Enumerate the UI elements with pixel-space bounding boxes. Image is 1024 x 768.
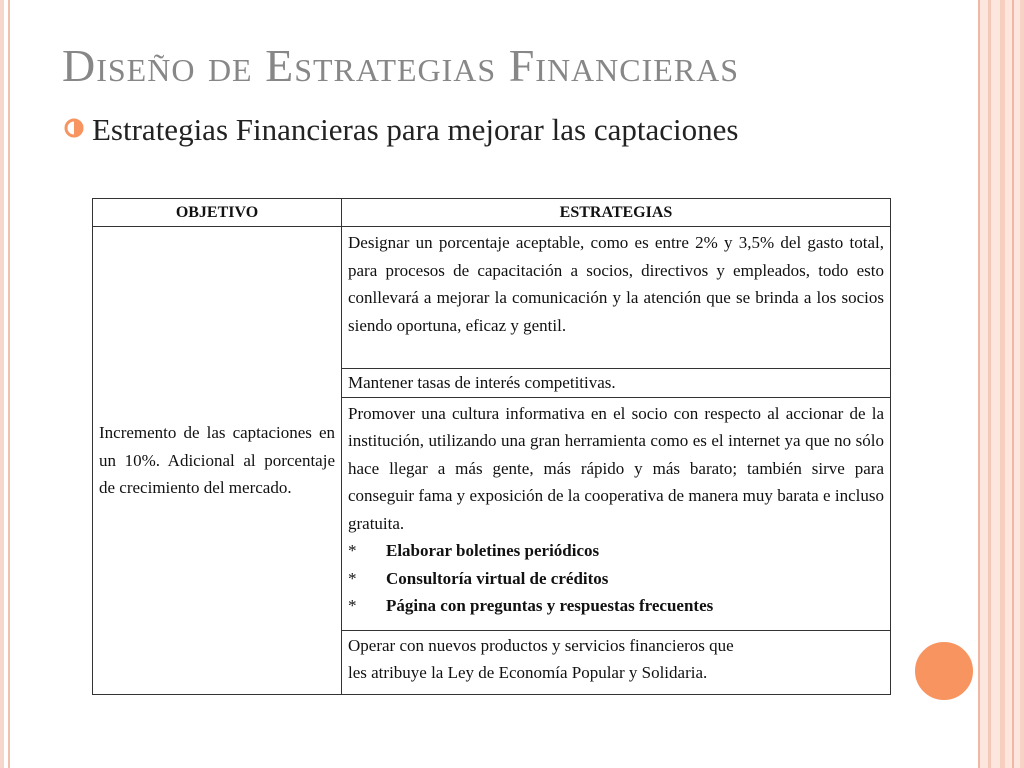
strategy-text: Promover una cultura informativa en el socio con respecto al accionar de la institución, utilizando una gran herramienta como es el internet ya que no sólo hace llegar a más gente, más rápido y más barato; también sirve para conseguir fama y exposición de la cooperativa de manera muy barata e incluso gratuita. [348, 403, 884, 533]
strategy-text: Designar un porcentaje aceptable, como es entre 2% y 3,5% del gasto total, para procesos de capacitación a socios, directivos y empleados, todo esto conllevará a mejorar la comunicación y la atención que se brinda a los socios siendo oportuna, eficaz y gentil. [348, 233, 884, 335]
header-estrategias: ESTRATEGIAS [342, 199, 891, 227]
asterisk-marker: * [348, 568, 357, 588]
left-border-strip [0, 0, 4, 768]
strategy-cell [342, 630, 891, 694]
list-item-text: Elaborar boletines periódicos [386, 541, 600, 560]
right-border-line [1000, 0, 1005, 768]
sub-strategy-list [348, 537, 884, 620]
asterisk-marker: * [348, 596, 357, 615]
asterisk-marker: * [348, 541, 357, 560]
strategy-cell [342, 227, 891, 369]
left-border-line [8, 0, 10, 768]
decorative-circle [913, 640, 975, 702]
strategies-table [92, 198, 891, 695]
list-item-text: Consultoría virtual de créditos [386, 568, 609, 588]
strategy-text-line: Operar con nuevos productos y servicios financieros que [348, 635, 734, 655]
list-item [348, 537, 884, 565]
strategy-text: Mantener tasas de interés competitivas. [348, 373, 616, 392]
strategy-cell [342, 397, 891, 630]
table-row [93, 227, 891, 369]
right-border-line [1012, 0, 1014, 768]
strategy-text-line: les atribuye la Ley de Economía Popular y Solidaria. [348, 662, 708, 682]
right-border-line [988, 0, 991, 768]
table-header-row [93, 199, 891, 227]
right-border-line [1020, 0, 1024, 768]
objective-cell: Incremento de las captaciones en un 10%. Adicional al porcentaje de crecimiento del mercado. [93, 227, 342, 695]
list-item [348, 592, 884, 620]
slide-title: Diseño de Estrategias Financieras [62, 40, 740, 91]
list-item-text: Página con preguntas y respuestas frecuentes [386, 596, 714, 615]
header-objetivo: OBJETIVO [93, 199, 342, 227]
bullet-icon [64, 118, 84, 138]
slide-subtitle: Estrategias Financieras para mejorar las captaciones [92, 112, 739, 147]
right-border-line [978, 0, 980, 768]
strategy-cell [342, 369, 891, 398]
list-item [348, 565, 884, 593]
